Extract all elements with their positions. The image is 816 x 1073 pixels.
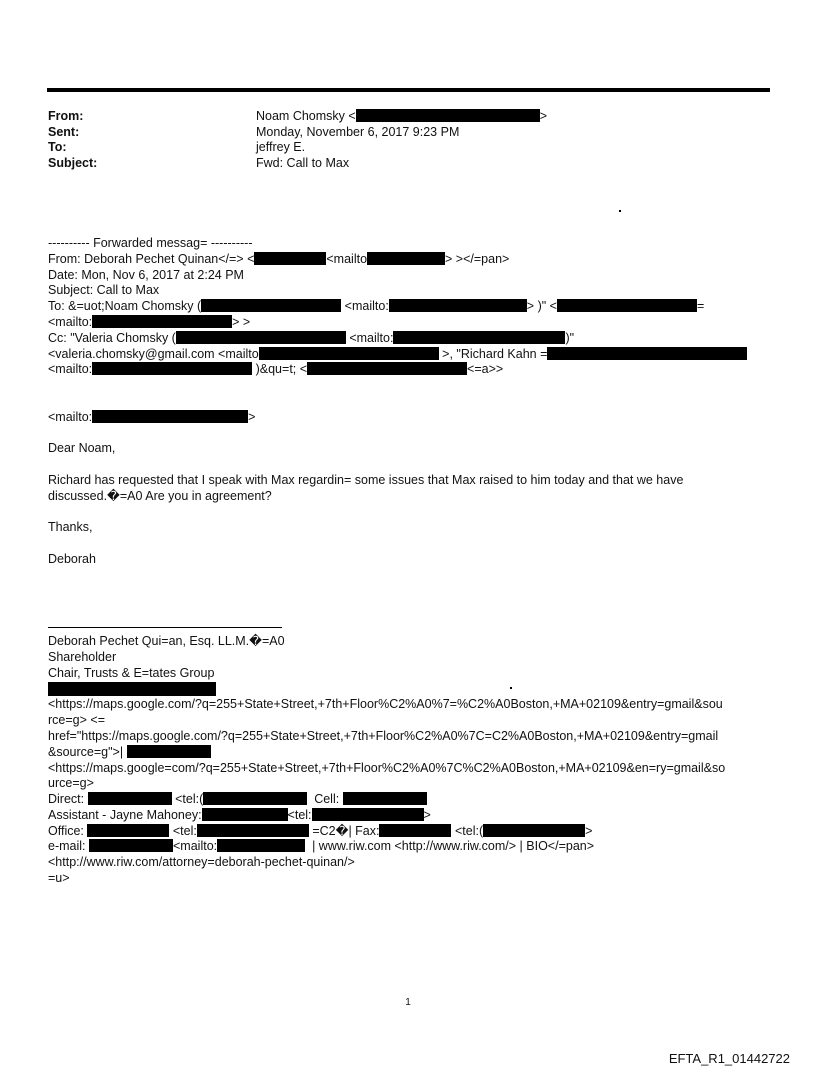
redaction <box>393 331 565 344</box>
redaction <box>203 792 307 805</box>
forwarded-separator: ---------- Forwarded messag= ---------- <box>48 236 253 250</box>
maps-link-1: <https://maps.google.com/?q=255+State+Street,+7th+Floor%C2%A0%7=%C2%A0Boston,+MA+02109&entry=gmail&sou <box>48 697 723 712</box>
redaction <box>89 839 173 852</box>
header-rule <box>47 88 770 92</box>
forwarded-cc: Cc: "Valeria Chomsky ( <mailto: )" <box>48 330 575 345</box>
redaction <box>197 824 309 837</box>
to-value: jeffrey E. <box>256 140 306 154</box>
redaction <box>259 347 439 360</box>
direct-line: Direct: <tel:( Cell: <box>48 792 788 808</box>
redaction <box>92 410 248 423</box>
signature-title: Shareholder <box>48 649 117 664</box>
email-line: e-mail: <mailto: | www.riw.com <http://www.riw.com/> | BIO</=pan> <box>48 839 595 854</box>
office-line: Office: <tel: =C2�| Fax: <tel:( > <box>48 823 593 838</box>
redaction <box>343 792 427 805</box>
forwarded-date: Date: Mon, Nov 6, 2017 at 2:24 PM <box>48 267 244 282</box>
letter-paragraph: Richard has requested that I speak with Max regardin= some issues that Max raised to him today and that we have discussed.�=A0 Are you in agreement? <box>48 472 684 503</box>
redaction <box>379 824 451 837</box>
redaction <box>176 331 346 344</box>
closing-thanks: Thanks, <box>48 520 93 535</box>
mailto-line: <mailto: > <box>48 409 256 424</box>
signature-name: Deborah Pechet Qui=an, Esq. LL.M.�=A0 <box>48 634 285 649</box>
redaction <box>367 252 445 265</box>
maps-link-2-cont: &source=g">| <box>48 745 788 761</box>
signature-end: =u> <box>48 871 70 886</box>
assistant-line: Assistant - Jayne Mahoney: <tel: > <box>48 807 431 822</box>
forwarded-to-cont: <mailto: > > <box>48 314 251 329</box>
maps-link-3: <https://maps.google=com/?q=255+State+Street,+7th+Floor%C2%A0%7C%C2%A0Boston,+MA+02109&en=ry=gmail&so <box>48 760 726 775</box>
redaction <box>217 839 305 852</box>
to-label: To: <box>48 140 67 154</box>
redaction <box>202 808 288 821</box>
signature-divider <box>48 627 282 628</box>
forwarded-from: From: Deborah Pechet Quinan</=> < <mailto > ></=pan> <box>48 251 510 266</box>
maps-link-2: href="https://maps.google.com/?q=255+State+Street,+7th+Floor%C2%A0%7C=C2%A0Boston,+MA+02109&entry=gmail <box>48 728 719 743</box>
forwarded-cc-cont2: <mailto: )&qu=t; < <=a>> <box>48 362 504 377</box>
redaction <box>483 824 585 837</box>
redaction <box>312 808 424 821</box>
redaction <box>48 682 216 696</box>
redaction <box>92 315 232 328</box>
forwarded-to: To: &=uot;Noam Chomsky ( <mailto: > )" < = <box>48 299 705 314</box>
redaction <box>92 362 252 375</box>
redaction <box>127 745 211 758</box>
redaction <box>254 252 326 265</box>
signature-group: Chair, Trusts & E=tates Group <box>48 665 215 680</box>
closing-name: Deborah <box>48 551 96 566</box>
bates-number: EFTA_R1_01442722 <box>668 1051 790 1066</box>
sent-label: Sent: <box>48 124 80 139</box>
from-value: Noam Chomsky < > <box>256 109 547 123</box>
subject-value: Fwd: Call to Max <box>256 155 350 170</box>
maps-link-3-cont: urce=g> <box>48 776 94 791</box>
sent-value: Monday, November 6, 2017 9:23 PM <box>256 124 460 139</box>
subject-label: Subject: <box>48 155 98 170</box>
redaction <box>307 362 467 375</box>
redaction <box>88 792 172 805</box>
page-number: 1 <box>405 997 411 1008</box>
redaction <box>87 824 169 837</box>
message-body <box>48 236 788 887</box>
redaction <box>356 109 540 122</box>
redaction <box>547 347 747 360</box>
attorney-link: <http://www.riw.com/attorney=deborah-pechet-quinan/> <box>48 855 355 870</box>
from-label: From: <box>48 109 84 123</box>
greeting: Dear Noam, <box>48 441 116 456</box>
signature-address-redacted <box>48 682 788 698</box>
speck <box>619 210 621 212</box>
redaction <box>201 299 341 312</box>
redaction <box>389 299 527 312</box>
maps-link-1-cont: rce=g> <= <box>48 713 105 728</box>
forwarded-cc-cont: <valeria.chomsky@gmail.com <mailto >, "Richard Kahn = <box>48 347 788 363</box>
redaction <box>557 299 697 312</box>
forwarded-subject: Subject: Call to Max <box>48 283 160 298</box>
